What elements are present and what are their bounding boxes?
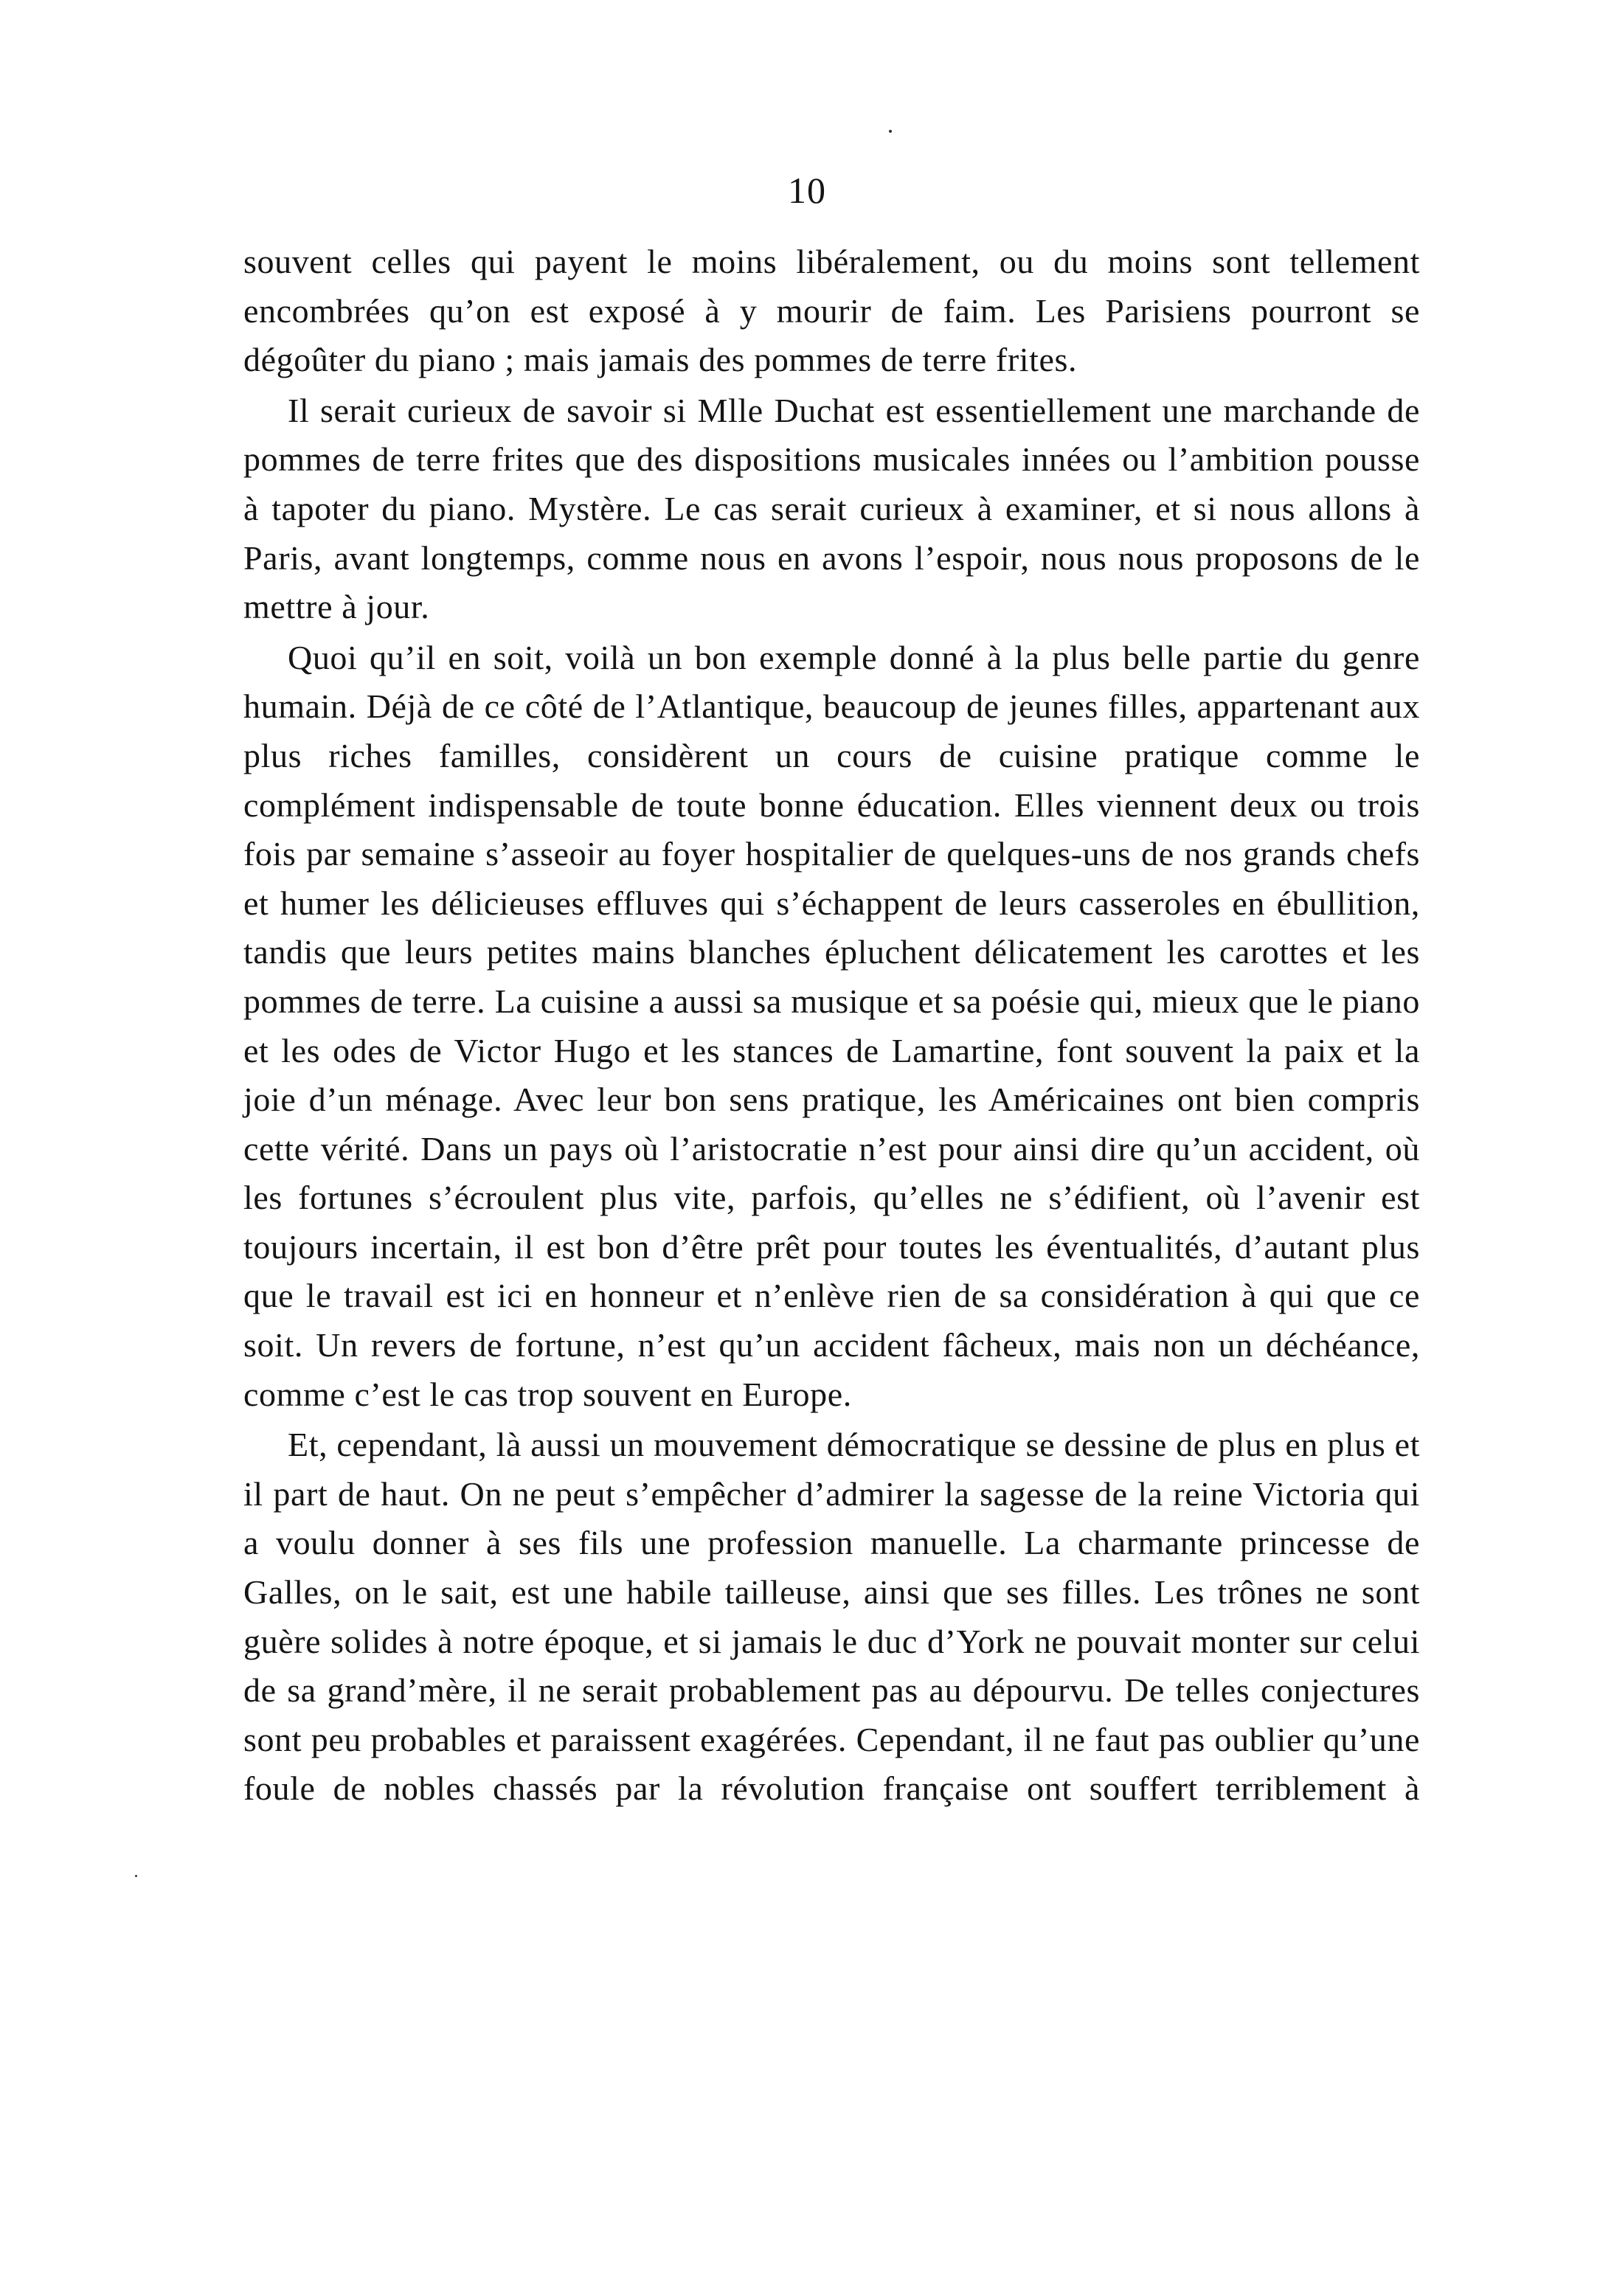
paragraph-continued: souvent celles qui payent le moins libéralement, ou du moins sont tellement encombrées qu’on est exposé à y mourir de faim. Les Parisiens pourront se dégoûter du piano ; mais jamais des pommes de terre frites. bbox=[243, 243, 1420, 379]
body-text bbox=[243, 237, 1420, 1814]
paragraph-democratic-movement: Et, cependant, là aussi un mouvement démocratique se dessine de plus en plus et il part de haut. On ne peut s’empêcher d’admirer la sagesse de la reine Victoria qui a voulu donner à ses fils une profession manuelle. La charmante princesse de Galles, on le sait, est une habile tailleuse, ainsi que ses filles. Les trônes ne sont guère solides à notre époque, et si jamais le duc d’York ne pouvait monter sur celui de sa grand’mère, il ne serait probablement pas au dépourvu. De telles conjectures sont peu probables et paraissent exagérées. Cependant, il ne faut pas oublier qu’une foule de nobles chassés par la révolution française ont souffert terriblement à bbox=[243, 1426, 1420, 1808]
page-number: 10 bbox=[788, 170, 826, 211]
print-speck bbox=[889, 130, 892, 133]
paragraph-duchat: Il serait curieux de savoir si Mlle Duchat est essentiellement une marchande de pommes de terre frites que des dispositions musicales innées ou l’ambition pousse à tapoter du piano. Mystère. Le cas serait curieux à examiner, et si nous allons à Paris, avant longtemps, comme nous en avons l’espoir, nous nous proposons de le mettre à jour. bbox=[243, 391, 1420, 626]
paragraph-cooking-education: Quoi qu’il en soit, voilà un bon exemple donné à la plus belle partie du genre humain. Déjà de ce côté de l’Atlantique, beaucoup de jeunes filles, appartenant aux plus riches familles, considèrent un cours de cuisine pratique comme le complément indispensable de toute bonne éducation. Elles viennent deux ou trois fois par semaine s’asseoir au foyer hospitalier de quelques-uns de nos grands chefs et humer les délicieuses effluves qui s’échappent de leurs casseroles en ébullition, tandis que leurs petites mains blanches épluchent délicatement les carottes et les pommes de terre. La cuisine a aussi sa musique et sa poésie qui, mieux que le piano et les odes de Victor Hugo et les stances de Lamartine, font souvent la paix et la joie d’un ménage. Avec leur bon sens pratique, les Américaines ont bien compris cette vérité. Dans un pays où l’aristocratie n’est pour ainsi dire qu’un accident, où les fortunes s’écroulent plus vite, parfois, qu’elles ne s’édifient, où l’avenir est toujours incertain, il est bon d’être prêt pour toutes les éventualités, d’autant plus que le travail est ici en honneur et n’enlève rien de sa considération à qui que ce soit. Un revers de fortune, n’est qu’un accident fâcheux, mais non un déchéance, comme c’est le cas trop souvent en Europe. bbox=[243, 638, 1420, 1413]
print-speck bbox=[135, 1875, 137, 1877]
